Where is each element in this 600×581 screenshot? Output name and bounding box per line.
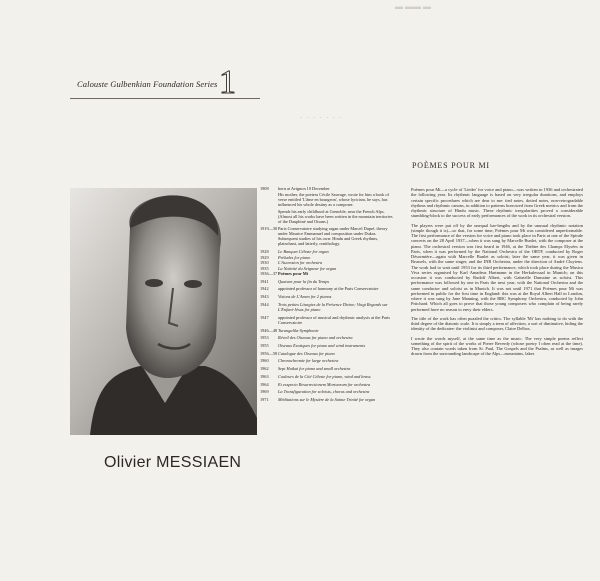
chronology-year: 1947 bbox=[260, 314, 269, 320]
chronology-year: 1946—48 bbox=[260, 327, 278, 333]
chronology-entry bbox=[260, 389, 397, 394]
chronology-entry bbox=[260, 286, 397, 291]
chronology-event: Turangalila-Symphonie bbox=[278, 327, 319, 333]
series-label: Calouste Gulbenkian Foundation Series bbox=[77, 79, 218, 89]
chronology-entry bbox=[260, 186, 397, 191]
chronology-event: La Transfiguration for soloists, chorus and orchestra bbox=[278, 389, 370, 395]
chronology-year: 1930 bbox=[260, 260, 269, 266]
chronology-year: 1942 bbox=[260, 286, 269, 292]
chronology-event: Le Banquet Céleste for organ bbox=[278, 249, 329, 255]
chronology-entry bbox=[260, 382, 397, 387]
chronology-event: Trois petites Liturgies de la Présence Divine; Vingt Regards sur L'Enfant-Jésus for piano bbox=[278, 301, 388, 313]
chronology-year: 1964 bbox=[260, 381, 269, 387]
chronology-entry bbox=[260, 294, 397, 299]
chronology-year: 1936—37 bbox=[260, 271, 278, 277]
notes-paragraph: The players were put off by the unequal bar-lengths and by the unusual rhythmic notation (simple though it is)—so that, for some time, Poèmes pour Mi was considered unperformable. The first performance of the version for voice and piano took place in Paris at one of the Spirale concerts on the 28 April 1937—when it was sung by Marcelle Bunlet, with the composer at the piano. The orchestral version was first heard in 1946, at the Théâtre des Champs Elysées in Paris, when it was performed by the National Orchestra of the ORTF, conducted by Roger Désormière—again with Marcelle Bunlet as soloist; later the same year, it was given in Brussels, with the same singer, and the INR Orchestra, under the direction of André Cluytens. The work had to wait until 1953 for its third performance, which took place during the Musica Viva series organised by Karl Amadeus Hartmann in the Herkulessaal in Munich; on this occasion it was conducted by Rudolf Albert, with Gabrielle Dumaine as soloist. This performance was followed by one in Paris the next year, with the National Orchestra and the same conductor and soloist as in Munich. It was not until 1971 that Poèmes pour Mi was performed in public for the first time in England: this was at the Royal Albert Hall in London, where it was sung by Jane Manning, with the BBC Symphony Orchestra, conducted by John Pritchard. Which all goes to prove that those young composers who complain of being rarely performed have no reason to envy their elders. bbox=[411, 222, 583, 312]
chronology-year: 1908 bbox=[260, 186, 269, 191]
notes-title: POÈMES POUR MI bbox=[412, 161, 490, 170]
chronology-entry bbox=[260, 255, 397, 260]
chronology-entry bbox=[260, 397, 397, 402]
show-through-text: ▬ ▬▬ ▬ bbox=[395, 2, 431, 11]
show-through-text: . . . . . . . bbox=[300, 110, 343, 120]
chronology-event: Paris Conservatoire studying organ under Marcel Dupré, theory under Maurice Emmanuel and composition under Dukas. Subsequent studies of his own: Hindu and Greek rhythms, plainchant, and latterly, ornithology. bbox=[278, 225, 388, 247]
chronology-year: 1929 bbox=[260, 254, 269, 260]
composer-name: Olivier MESSIAEN bbox=[104, 454, 242, 471]
chronology-year: 1953 bbox=[260, 335, 269, 341]
chronology-year: 1956—58 bbox=[260, 350, 278, 356]
chronology-event: Préludes for piano bbox=[278, 254, 311, 260]
chronology-entry bbox=[260, 328, 397, 333]
chronology-event: Et exspecto Resurrectionem Mortuorum for orchestra bbox=[278, 381, 371, 387]
liner-notes bbox=[411, 187, 583, 357]
chronology-event: Méditations sur le Mystère de la Sainte Trinité for organ bbox=[278, 396, 376, 402]
chronology-entry bbox=[260, 279, 397, 284]
chronology-year: 1963 bbox=[260, 373, 269, 379]
notes-paragraph: The title of the work has often puzzled the critics. The syllable 'Mi' has nothing to do with the third degree of the diatonic scale. It is simply a term of affection, a sort of diminutive, hiding the identity of the dedicatee: the violinist and composer, Claire Delbos. bbox=[411, 315, 583, 332]
portrait-image bbox=[70, 188, 257, 435]
series-number: 1 bbox=[219, 64, 236, 101]
chronology-entry bbox=[260, 260, 397, 265]
chronology-event: Chronochromie for large orchestra bbox=[278, 358, 339, 364]
chronology-year: 1943 bbox=[260, 294, 269, 300]
chronology-list bbox=[260, 186, 397, 402]
chronology-entry bbox=[260, 302, 397, 312]
chronology-event: La Nativité du Seigneur for organ bbox=[278, 265, 337, 271]
composer-portrait bbox=[70, 188, 257, 435]
chronology-entry bbox=[260, 374, 397, 379]
chronology-year: 1962 bbox=[260, 366, 269, 372]
chronology-event: Catalogue des Oiseaux for piano bbox=[278, 350, 335, 356]
chronology-event: born at Avignon 10 December bbox=[278, 186, 330, 191]
chronology-year: 1960 bbox=[260, 358, 269, 364]
chronology-event: Poèmes pour Mi bbox=[278, 271, 308, 277]
chronology-entry bbox=[260, 366, 397, 371]
chronology-year: 1969 bbox=[260, 389, 269, 395]
chronology-entry bbox=[260, 249, 397, 254]
chronology-entry bbox=[260, 358, 397, 363]
chronology-year: 1935 bbox=[260, 265, 269, 271]
chronology-entry bbox=[260, 343, 397, 348]
chronology-event: Visions de L'Amen for 2 pianos bbox=[278, 294, 332, 300]
chronology-entry bbox=[260, 335, 397, 340]
chronology-year: 1941 bbox=[260, 278, 269, 284]
chronology-event: appointed professor of musical and rhythmic analysis at the Paris Conservatoire bbox=[278, 314, 391, 325]
chronology-event: Réveil des Oiseaux for piano and orchestra bbox=[278, 335, 353, 341]
chronology-note: His mother, the poetess Cécile Sauvage, wrote for him a book of verse entitled 'L'âme en bourgeon', whose lyricism, he says, has influenced his whole destiny as a composer. bbox=[278, 191, 389, 207]
chronology-year: 1955 bbox=[260, 343, 269, 349]
notes-paragraph: Poèmes pour Mi—a cycle of 'Lieder' for voice and piano—was written in 1936 and orchestrated the following year. Its rhythmic language is based on very irregular durations, and employs certain specific procedures which are dear to me: tied notes, dotted notes, non-retrogradable rhythms and rhythmic canons, in addition to patterns borrowed from Greek metrics and from the rhythmic structure of Hindu music. These rhythmic irregularities proved a considerable stumbling-block to the success of early performances of the work in its orchestral version. bbox=[411, 187, 583, 219]
chronology-entry bbox=[260, 351, 397, 356]
chronology-event: L'Ascension for orchestra bbox=[278, 260, 323, 266]
chronology-year: 1971 bbox=[260, 396, 269, 402]
chronology-event: Sept Haikai for piano and small orchestra bbox=[278, 366, 351, 372]
chronology-entry bbox=[260, 271, 397, 276]
chronology-entry bbox=[260, 226, 397, 247]
chronology-event: appointed professor of harmony at the Paris Conservatoire bbox=[278, 286, 379, 292]
chronology-year: 1919—30 bbox=[260, 225, 278, 231]
chronology-event: Couleurs de la Cité Céleste for piano, wind and brass bbox=[278, 373, 371, 379]
chronology-year: 1944 bbox=[260, 301, 269, 307]
chronology-note: Spends his early childhood at Grenoble, near the French Alps. (Almost all his works have been written in the mountain territories of the Dauphiné and Oisans.) bbox=[278, 208, 393, 225]
chronology-entry bbox=[260, 266, 397, 271]
chronology-event: Quatuor pour la fin du Temps bbox=[278, 278, 330, 284]
notes-paragraph: I wrote the words myself, at the same time as the music. The very simple poems reflect something of the spirit of the works of Pierre Reverdy (whose poetry I often read at the time). They also contain words taken from St. Paul, The Gospels and the Psalms, as well as images drawn from the surrounding landscape of the Alps—mountains, lakes bbox=[411, 335, 583, 357]
chronology-event: Oiseaux Exotiques for piano and wind instruments bbox=[278, 343, 366, 349]
chronology-entry bbox=[260, 315, 397, 325]
chronology-year: 1928 bbox=[260, 249, 269, 255]
